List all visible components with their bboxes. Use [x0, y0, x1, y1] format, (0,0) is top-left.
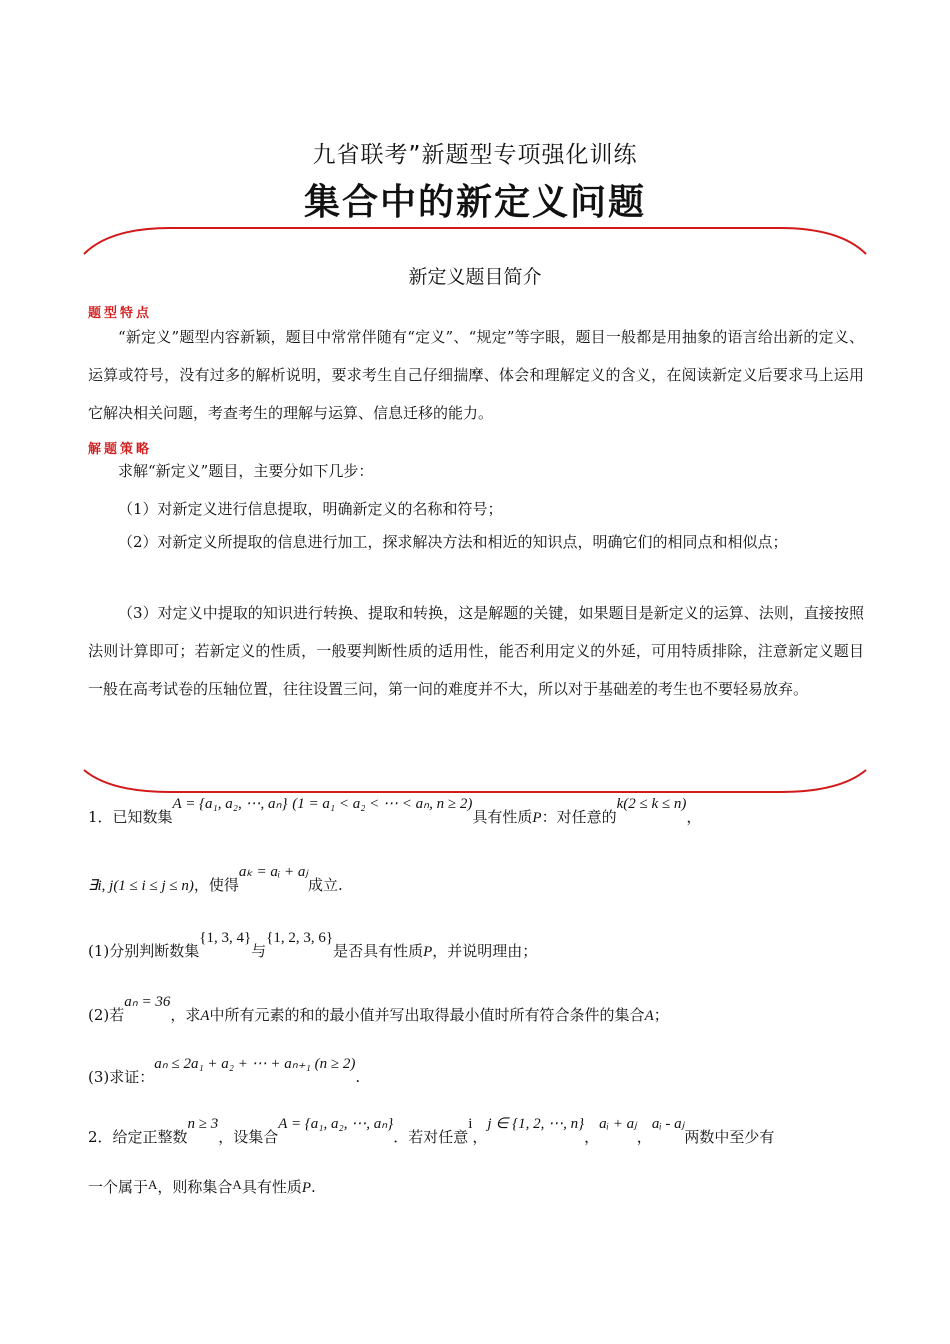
subtitle: 九省联考”新题型专项强化训练: [312, 142, 638, 168]
page-title: 集合中的新定义问题: [303, 181, 646, 223]
problem-1-line-1: 1．已知数集A = {a₁, a₂, ⋯, aₙ} (1 = a₁ < a₂ < ⋯ < aₙ, n ≥ 2)具有性质P：对任意的k(2 ≤ k ≤ n)，: [88, 796, 702, 826]
problem-2-line-2: 一个属于A，则称集合A具有性质P.: [88, 1177, 316, 1196]
problem-1-line-2: ∃i, j(1 ≤ i ≤ j ≤ n)，使得aₖ = aᵢ + aⱼ成立.: [88, 864, 343, 894]
problem-1-q1: (1)分别判断数集{1, 3, 4}与{1, 2, 3, 6}是否具有性质P，并说明理由；: [88, 930, 538, 960]
strategy-step-2: （2）对新定义所提取的信息进行加工，探求解决方法和相近的知识点，明确它们的相同点和相似点；: [118, 533, 788, 551]
problem-1-q3: (3)求证：aₙ ≤ 2a₁ + a₂ + ⋯ + aₙ₊₁ (n ≥ 2).: [88, 1056, 361, 1086]
feature-text: “新定义”题型内容新颖，题目中常常伴随有“定义”、“规定”等字眼，题目一般都是用抽象的语言给出新的定义、运算或符号，没有过多的解析说明，要求考生自己仔细揣摩、体会和理解定义的含义，在阅读新定义后要求马上运用它解决相关问题，考查考生的理解与运算、信息迁移的能力。: [88, 328, 864, 422]
section-title: 新定义题目简介: [408, 266, 542, 288]
top-arc-divider: [80, 222, 870, 258]
problem-1-q2: (2)若aₙ = 36，求A中所有元素的和的最小值并写出取得最小值时所有符合条件的集合A；: [88, 994, 669, 1024]
strategy-step-3: （3）对定义中提取的知识进行转换、提取和转换，这是解题的关键，如果题目是新定义的运算、法则，直接按照法则计算即可；若新定义的性质，一般要判断性质的适用性，能否利用定义的外延，可用特质排除，注意新定义题目一般在高考试卷的压轴位置，往往设置三问，第一问的难度并不大，所以对于基础差的考生也不要轻易放弃。: [88, 604, 864, 698]
strategy-intro: 求解“新定义”题目，主要分如下几步：: [118, 462, 374, 480]
strategy-label: 解题策略: [88, 442, 153, 457]
feature-label: 题型特点: [88, 306, 153, 321]
problem-2-line-1: 2．给定正整数n ≥ 3，设集合A = {a₁, a₂, ⋯, aₙ}．若对任意i，j ∈ {1, 2, ⋯, n}，aᵢ + aⱼ，aᵢ - aⱼ两数中至少有: [88, 1116, 775, 1146]
strategy-step-1: （1）对新定义进行信息提取，明确新定义的名称和符号；: [118, 500, 503, 518]
bottom-arc-divider: [80, 766, 870, 796]
